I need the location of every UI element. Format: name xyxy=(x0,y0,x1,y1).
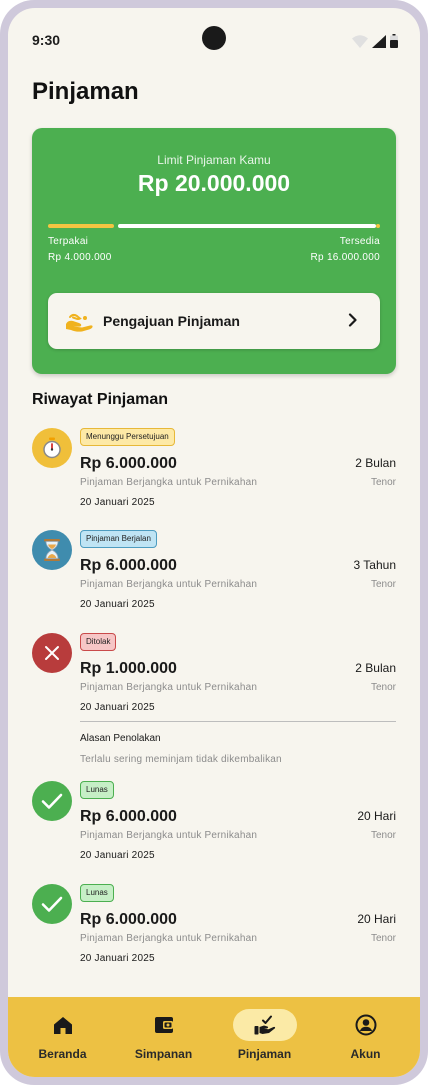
app-screen xyxy=(8,8,420,1077)
loan-limit-card xyxy=(32,128,396,374)
battery-icon xyxy=(390,34,398,48)
tenor-label: Tenor xyxy=(370,477,396,488)
nav-label: Simpanan xyxy=(134,1047,193,1061)
nav-label: Pinjaman xyxy=(237,1047,292,1061)
loan-tenor: 2 Bulan xyxy=(355,661,396,675)
nav-active-indicator xyxy=(233,1009,297,1041)
nav-icon-container xyxy=(132,1009,196,1041)
status-badge: Pinjaman Berjalan xyxy=(80,530,157,548)
nav-item-pinjaman[interactable] xyxy=(213,997,316,1077)
limit-used-bar xyxy=(48,224,114,228)
loan-date: 20 Januari 2025 xyxy=(80,497,155,508)
loan-history-item[interactable] xyxy=(32,884,396,974)
loan-tenor: 3 Tahun xyxy=(353,558,396,572)
wallet-icon xyxy=(154,1016,174,1034)
status-badge: Lunas xyxy=(80,884,114,902)
loan-amount: Rp 6.000.000 xyxy=(80,455,177,472)
loan-date: 20 Januari 2025 xyxy=(80,850,155,861)
nav-label: Akun xyxy=(350,1047,381,1061)
tenor-label: Tenor xyxy=(370,579,396,590)
rejected-status-avatar xyxy=(32,633,72,673)
loan-purpose: Pinjaman Berjangka untuk Pernikahan xyxy=(80,477,258,488)
status-time: 9:30 xyxy=(32,32,61,48)
ongoing-status-avatar xyxy=(32,530,72,570)
status-badge: Menunggu Persetujuan xyxy=(80,428,175,446)
account-icon xyxy=(355,1014,377,1036)
limit-label: Limit Pinjaman Kamu xyxy=(157,153,271,167)
available-value: Rp 16.000.000 xyxy=(310,252,380,263)
loan-date: 20 Januari 2025 xyxy=(80,953,155,964)
hand-icon xyxy=(64,309,94,333)
nav-item-beranda[interactable] xyxy=(11,997,114,1077)
status-badge: Ditolak xyxy=(80,633,116,651)
divider xyxy=(80,721,396,722)
loan-history-item[interactable] xyxy=(32,781,396,871)
loan-history-item[interactable] xyxy=(32,428,396,518)
stopwatch-icon xyxy=(41,437,63,459)
check-icon xyxy=(41,792,63,810)
apply-loan-label: Pengajuan Pinjaman xyxy=(103,313,240,329)
loan-hand-icon xyxy=(254,1015,276,1035)
loan-purpose: Pinjaman Berjangka untuk Pernikahan xyxy=(80,933,258,944)
wifi-icon xyxy=(352,35,368,48)
nav-icon-container xyxy=(31,1009,95,1041)
limit-bar-end-dot xyxy=(376,224,380,228)
nav-item-akun[interactable] xyxy=(314,997,417,1077)
paid-status-avatar xyxy=(32,781,72,821)
loan-tenor: 20 Hari xyxy=(357,809,396,823)
rejection-reason-text: Terlalu sering meminjam tidak dikembalikan xyxy=(80,754,282,765)
tenor-label: Tenor xyxy=(370,933,396,944)
apply-loan-button[interactable] xyxy=(48,293,380,349)
paid-status-avatar xyxy=(32,884,72,924)
bottom-navigation xyxy=(8,997,420,1077)
loan-history-item[interactable] xyxy=(32,530,396,620)
available-label: Tersedia xyxy=(339,236,380,247)
close-icon xyxy=(44,645,60,661)
used-value: Rp 4.000.000 xyxy=(48,252,112,263)
signal-icon xyxy=(372,35,386,48)
chevron-right-icon xyxy=(348,313,358,327)
status-badge: Lunas xyxy=(80,781,114,799)
loan-purpose: Pinjaman Berjangka untuk Pernikahan xyxy=(80,682,258,693)
tenor-label: Tenor xyxy=(370,830,396,841)
used-label: Terpakai xyxy=(48,236,89,247)
loan-date: 20 Januari 2025 xyxy=(80,702,155,713)
loan-purpose: Pinjaman Berjangka untuk Pernikahan xyxy=(80,830,258,841)
tenor-label: Tenor xyxy=(370,682,396,693)
loan-date: 20 Januari 2025 xyxy=(80,599,155,610)
loan-purpose: Pinjaman Berjangka untuk Pernikahan xyxy=(80,579,258,590)
history-title: Riwayat Pinjaman xyxy=(32,391,169,408)
check-icon xyxy=(41,895,63,913)
loan-amount: Rp 6.000.000 xyxy=(80,911,177,928)
camera-cutout xyxy=(202,26,226,50)
loan-history-item[interactable] xyxy=(32,633,396,773)
page-title: Pinjaman xyxy=(32,78,139,105)
rejection-reason-title: Alasan Penolakan xyxy=(80,733,161,744)
nav-item-simpanan[interactable] xyxy=(112,997,215,1077)
loan-tenor: 20 Hari xyxy=(357,912,396,926)
limit-available-bar xyxy=(118,224,376,228)
status-icons xyxy=(352,34,398,48)
nav-icon-container xyxy=(334,1009,398,1041)
loan-tenor: 2 Bulan xyxy=(355,456,396,470)
loan-amount: Rp 1.000.000 xyxy=(80,660,177,677)
loan-amount: Rp 6.000.000 xyxy=(80,808,177,825)
hourglass-icon xyxy=(44,539,60,561)
limit-amount: Rp 20.000.000 xyxy=(137,170,291,196)
home-icon xyxy=(53,1016,73,1035)
loan-amount: Rp 6.000.000 xyxy=(80,557,177,574)
pending-status-avatar xyxy=(32,428,72,468)
nav-label: Beranda xyxy=(38,1047,87,1061)
